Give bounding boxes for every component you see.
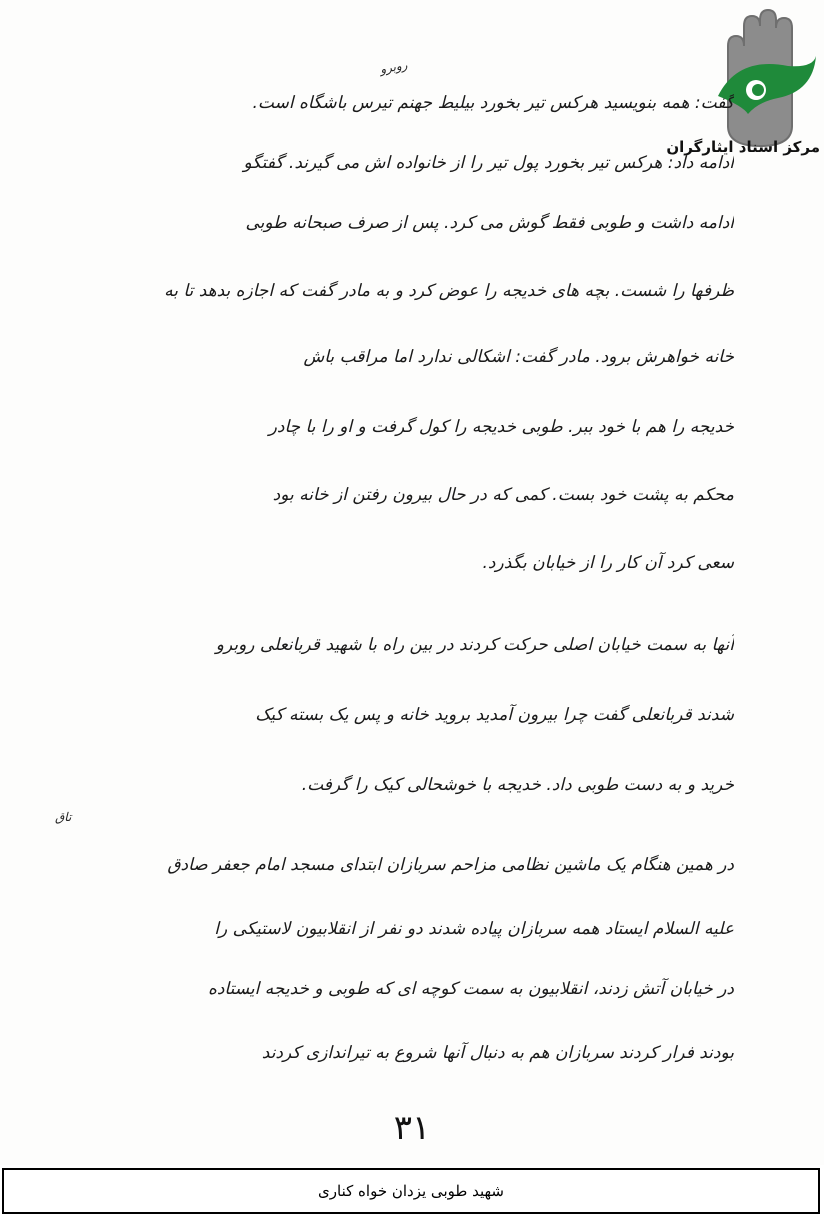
text-line: در همین هنگام یک ماشین نظامی مزاحم سربازان ابتدای مسجد امام جعفر صادق [167, 855, 734, 875]
page-number: ۳۱ [393, 1108, 431, 1148]
text-line: خرید و به دست طوبی داد. خدیجه با خوشحالی کیک را گرفت. [301, 775, 734, 795]
text-line: ظرفها را شست. بچه های خدیجه را عوض کرد و به مادر گفت که اجازه بدهد تا به [164, 281, 734, 301]
margin-note-right: تاق [55, 810, 72, 824]
footer-caption: شهید طوبی یزدان خواه کناری [318, 1182, 504, 1200]
text-line: آنها به سمت خیابان اصلی حرکت کردند در بین راه با شهید قربانعلی روبرو [215, 635, 734, 655]
logo-caption: مرکز اسناد ایثارگران [666, 138, 820, 156]
text-line: خانه خواهرش برود. مادر گفت: اشکالی ندارد اما مراقب باش [303, 347, 734, 367]
text-line: علیه السلام ایستاد همه سربازان پیاده شدند دو نفر از انقلابیون لاستیکی را [214, 919, 734, 939]
text-line: شدند قربانعلی گفت چرا بیرون آمدید بروید خانه و پس یک بسته کیک [255, 705, 734, 725]
text-line: سعی کرد آن کار را از خیابان بگذرد. [482, 553, 734, 573]
text-line: گفت: همه بنویسید هرکس تیر بخورد بیلیط جهنم تیرس باشگاه است. [252, 93, 734, 113]
text-line: بودند فرار کردند سربازان هم به دنبال آنها شروع به تیراندازی کردند [261, 1043, 734, 1063]
text-line: ادامه داشت و طوبی فقط گوش می کرد. پس از صرف صبحانه طوبی [245, 213, 734, 233]
text-line: در خیابان آتش زدند، انقلابیون به سمت کوچه ای که طوبی و خدیجه ایستاده [207, 979, 734, 999]
footer-caption-box [2, 1168, 820, 1214]
text-line: ادامه داد: هرکس تیر بخورد پول تیر را از خانواده اش می گیرند. گفتگو [243, 153, 734, 173]
text-line: خدیجه را هم با خود ببر. طوبی خدیجه را کول گرفت و او را با چادر [268, 417, 734, 437]
text-line: محکم به پشت خود بست. کمی که در حال بیرون رفتن از خانه بود [272, 485, 734, 505]
margin-note-top: روبرو [378, 57, 409, 77]
